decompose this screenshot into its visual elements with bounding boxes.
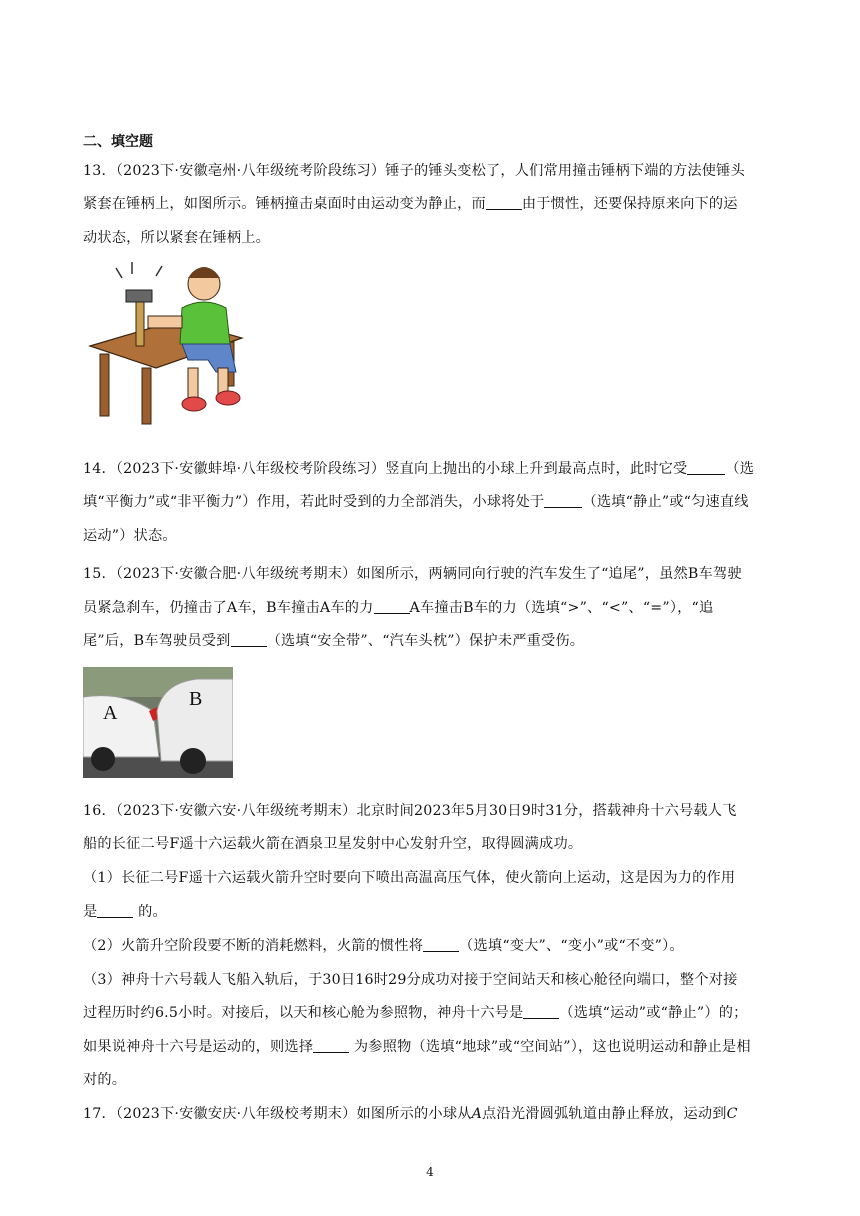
car-b-label: B — [189, 688, 203, 710]
page-number: 4 — [426, 1165, 434, 1179]
motion-lines — [116, 262, 162, 278]
q16-text-f: （选填“运动”或“静止”）的； — [559, 1005, 748, 1021]
q14-line-2 — [83, 491, 749, 511]
q15-text-a: 员紧急刹车，仍撞击了A车，B车撞击A车的力 — [83, 600, 374, 616]
q16-blank-3[interactable] — [523, 1004, 559, 1019]
q16-part-1-line-1: （1）长征二号F遥十六运载火箭升空时要向下喷出高温高压气体，使火箭向上运动，这是因为力的作用 — [83, 870, 736, 886]
q15-text-b: A车撞击B车的力（选填“>”、“<”、“=”），“追 — [409, 600, 714, 616]
q15-line-3 — [83, 630, 584, 650]
q16-line-1: 16．（2023下·安徽六安·八年级统考期末）北京时间2023年5月30日9时31分，搭载神舟十六号载人飞 — [83, 803, 737, 819]
q17-point-a: A — [471, 1106, 483, 1122]
q17-text-b: 点沿光滑圆弧轨道由静止释放，运动到 — [482, 1106, 727, 1122]
bench-leg — [100, 354, 109, 416]
boy-shoe — [182, 397, 206, 411]
section-title: 二、填空题 — [83, 134, 153, 150]
q16-text-a: 是 — [83, 904, 98, 920]
car-a-label: A — [103, 702, 118, 724]
q14-line-1 — [83, 458, 754, 478]
q15-line-2 — [83, 597, 713, 617]
q16-part-3-line-2 — [83, 1002, 747, 1022]
q13-line-3: 动状态，所以紧套在锤柄上。 — [83, 230, 271, 246]
q13-blank[interactable] — [486, 195, 522, 210]
q15-text-c: 尾”后，B车驾驶员受到 — [83, 633, 231, 649]
q15-blank-1[interactable] — [374, 599, 410, 614]
q16-line-2: 船的长征二号F遥十六运载火箭在酒泉卫星发射中心发射升空，取得圆满成功。 — [83, 836, 583, 852]
q13-text-a: 紧套在锤柄上，如图所示。锤柄撞击桌面时由运动变为静止，而 — [83, 196, 486, 212]
q15-text-d: （选填“安全带”、“汽车头枕”）保护未严重受伤。 — [266, 633, 585, 649]
q13-line-2 — [83, 193, 738, 213]
q14-text-c: 填“平衡力”或“非平衡力”）作用，若此时受到的力全部消失，小球将处于 — [83, 494, 545, 510]
q16-text-h: 为参照物（选填“地球”或“空间站”），这也说明运动和静止是相 — [349, 1039, 751, 1055]
boy-hair — [188, 267, 220, 278]
hammer-boy-figure — [86, 258, 246, 428]
q16-blank-2[interactable] — [423, 937, 459, 952]
boy-arm — [148, 316, 182, 328]
q16-text-c: （2）火箭升空阶段要不断的消耗燃料，火箭的惯性将 — [83, 938, 424, 954]
q16-blank-4[interactable] — [313, 1038, 349, 1053]
boy-leg — [188, 368, 198, 398]
q16-part-1-line-2 — [83, 901, 167, 921]
boy-shirt — [180, 302, 230, 344]
q17-line-1 — [83, 1103, 738, 1123]
car-collision-photo — [83, 667, 233, 778]
boy-shoe — [216, 391, 240, 405]
q14-text-b: （选 — [725, 461, 755, 477]
q16-text-d: （选填“变大”、“变小”或“不变”）。 — [459, 938, 684, 954]
q17-point-c: C — [726, 1106, 738, 1122]
q13-text-b: 由于惯性，还要保持原来向下的运 — [521, 196, 738, 212]
q16-text-g: 如果说神舟十六号是运动的，则选择 — [83, 1039, 314, 1055]
q14-text-a: 14．（2023下·安徽蚌埠·八年级校考阶段练习）竖直向上抛出的小球上升到最高点时，此时它受 — [83, 461, 688, 477]
car-b-wheel — [180, 748, 206, 774]
q16-part-3-line-4: 对的。 — [83, 1072, 127, 1088]
q16-blank-1[interactable] — [97, 903, 133, 918]
bench-leg — [142, 368, 151, 424]
q13-line-1: 13．（2023下·安徽亳州·八年级统考阶段练习）锤子的锤头变松了，人们常用撞击锤柄下端的方法使锤头 — [83, 163, 745, 179]
q14-line-3: 运动”）状态。 — [83, 528, 177, 544]
q14-text-d: （选填“静止”或“匀速直线 — [582, 494, 749, 510]
q14-blank-1[interactable] — [687, 460, 725, 475]
q15-blank-2[interactable] — [231, 632, 267, 647]
hammer-head — [126, 290, 152, 302]
q16-part-2 — [83, 935, 684, 955]
car-a-wheel — [91, 747, 115, 771]
q15-line-1: 15．（2023下·安徽合肥·八年级统考期末）如图所示，两辆同向行驶的汽车发生了“追尾”，虽然B车驾驶 — [83, 566, 742, 582]
q14-blank-2[interactable] — [544, 493, 582, 508]
boy-leg — [218, 368, 228, 394]
q16-text-b: 的。 — [133, 904, 167, 920]
q16-part-3-line-1: （3）神舟十六号载人飞船入轨后，于30日16时29分成功对接于空间站天和核心舱径向端口，整个对接 — [83, 972, 738, 988]
hammer-handle — [136, 298, 144, 346]
q16-text-e: 过程历时约6.5小时。对接后，以天和核心舱为参照物，神舟十六号是 — [83, 1005, 524, 1021]
q17-text-a: 17．（2023下·安徽安庆·八年级校考期末）如图所示的小球从 — [83, 1106, 472, 1122]
q16-part-3-line-3 — [83, 1036, 751, 1056]
